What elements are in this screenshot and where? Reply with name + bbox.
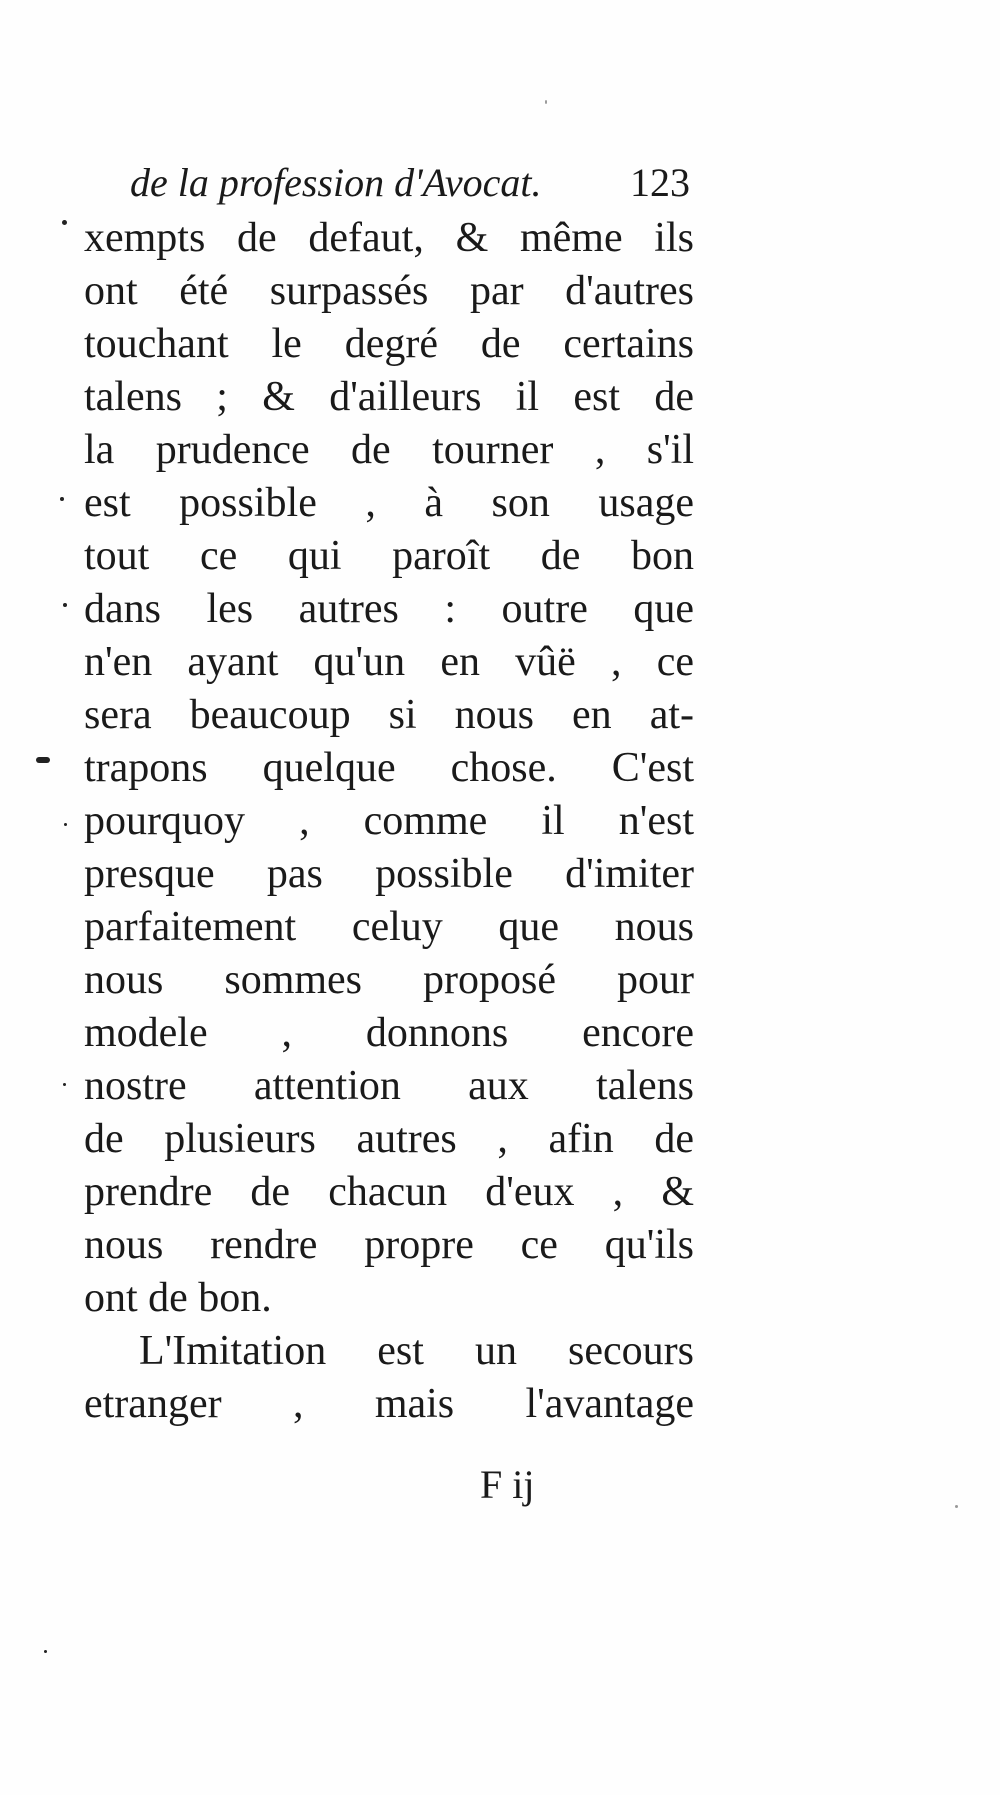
text-line: trapons quelque chose. C'est [84,745,694,791]
text-line: de plusieurs autres , afin de [84,1116,694,1162]
text-line: touchant le degré de certains [84,321,694,367]
ink-speck [64,823,67,826]
ink-speck [63,603,67,607]
text-line: nous sommes proposé pour [84,957,694,1003]
text-line: ont de bon. [84,1275,272,1321]
text-line: talens ; & d'ailleurs il est de [84,374,694,420]
running-head [130,158,690,208]
ink-speck [60,497,64,501]
ink-speck [63,1083,66,1086]
text-line: etranger , mais l'avantage [84,1381,694,1427]
text-line: n'en ayant qu'un en vûë , ce [84,639,694,685]
text-line: la prudence de tourner , s'il [84,427,694,473]
text-line: tout ce qui paroît de bon [84,533,694,579]
ink-speck [62,220,67,225]
text-line: nostre attention aux talens [84,1063,694,1109]
text-line: parfaitement celuy que nous [84,904,694,950]
text-line: ont été surpassés par d'autres [84,268,694,314]
text-line: dans les autres : outre que [84,586,694,632]
ink-speck [44,1650,47,1653]
ink-speck [36,757,50,763]
text-line: xempts de defaut, & même ils [84,215,694,261]
ink-speck [955,1505,958,1508]
signature-mark: F ij [480,1462,535,1507]
body-text [84,212,694,1431]
paragraph-start-line: L'Imitation est un secours [139,1328,694,1374]
ink-speck [545,100,547,104]
text-line: sera beaucoup si nous en at- [84,692,694,738]
text-line: presque pas possible d'imiter [84,851,694,897]
running-title: de la profession d'Avocat. [130,160,542,205]
text-line: prendre de chacun d'eux , & [84,1169,694,1215]
text-line: est possible , à son usage [84,480,694,526]
page-number: 123 [630,160,690,205]
text-line: pourquoy , comme il n'est [84,798,694,844]
text-line: modele , donnons encore [84,1010,694,1056]
text-line: nous rendre propre ce qu'ils [84,1222,694,1268]
